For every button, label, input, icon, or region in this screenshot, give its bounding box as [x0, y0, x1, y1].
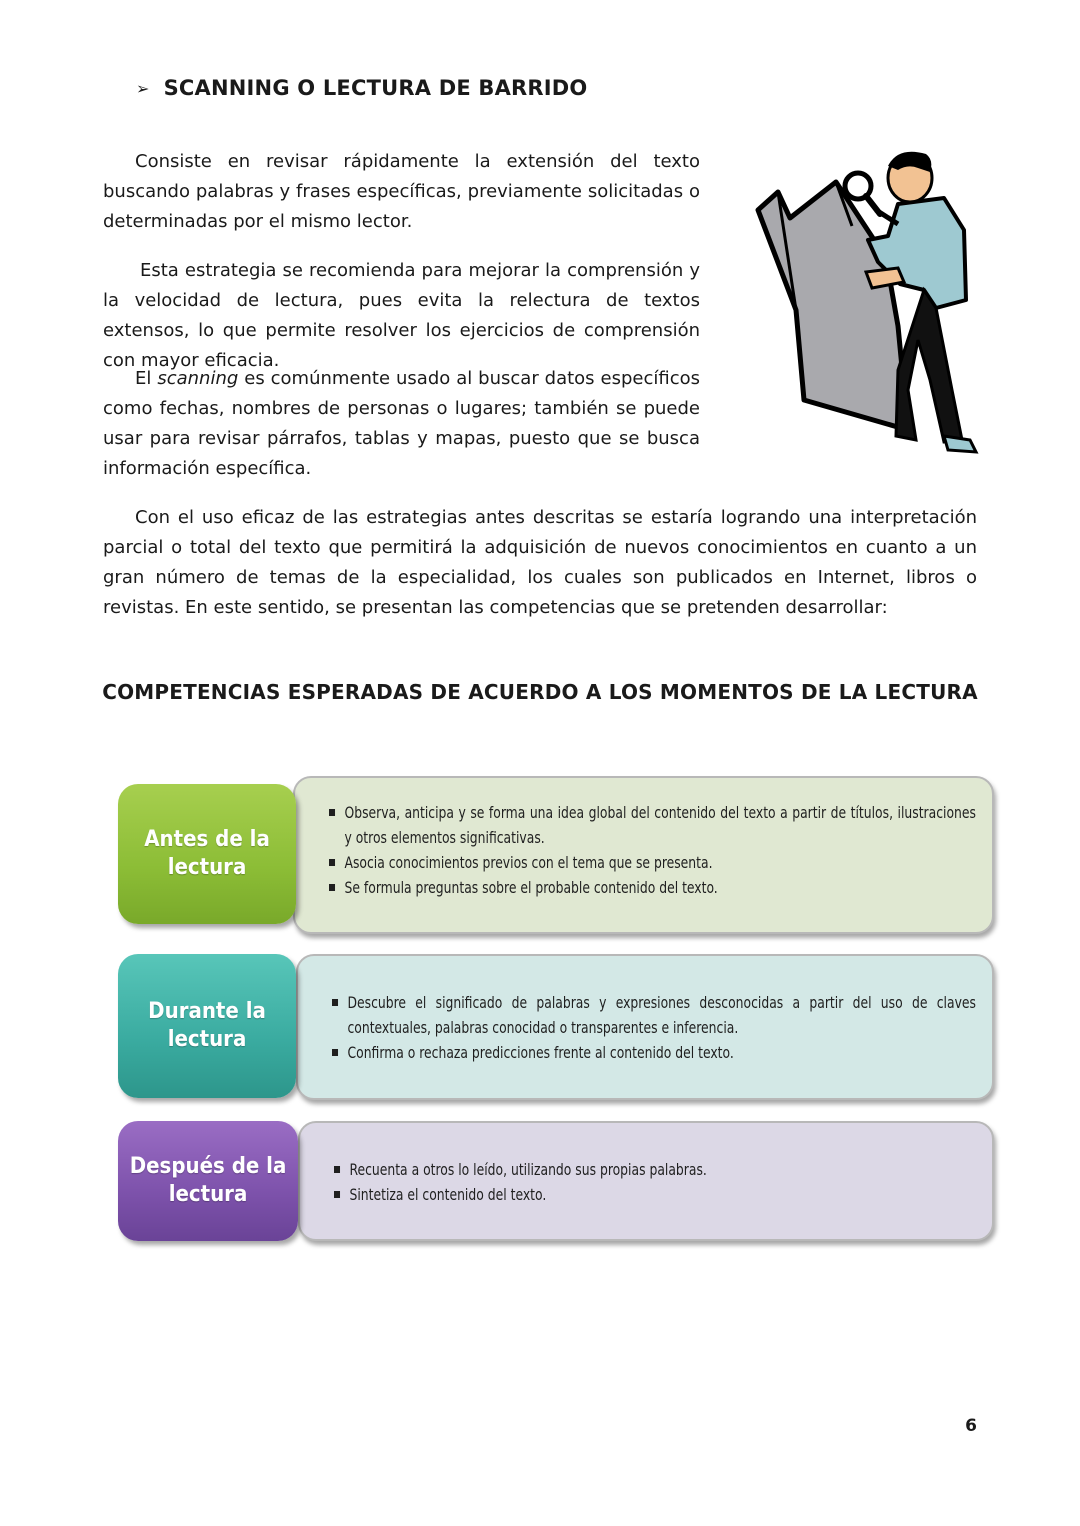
stage-before-reading [118, 776, 994, 934]
stage-after-reading [118, 1121, 994, 1243]
stage-label: Antes de la lectura [118, 784, 296, 924]
stage-competencies-box [298, 1121, 994, 1241]
competencies-title: COMPETENCIAS ESPERADAS DE ACUERDO A LOS MOMENTOS DE LA LECTURA [102, 680, 978, 704]
stage-during-reading [118, 954, 994, 1100]
emphasized-term: scanning [157, 368, 239, 389]
paragraph-scanning-usage [103, 364, 700, 484]
man-reading-newspaper-illustration [748, 140, 988, 458]
competency-item: Confirma o rechaza predicciones frente al contenido del texto. [332, 1040, 976, 1065]
competency-item: Observa, anticipa y se forma una idea global del contenido del texto a partir de títulos, ilustraciones y otros elementos significativas. [329, 800, 976, 850]
competency-item: Se formula preguntas sobre el probable contenido del texto. [329, 875, 976, 900]
section-heading [136, 76, 587, 100]
stage-competencies-box [296, 954, 994, 1100]
paragraph-definition: Consiste en revisar rápidamente la extensión del texto buscando palabras y frases específicas, previamente solicitadas o determinadas por el mismo lector. [103, 151, 700, 232]
paragraph-conclusion: Con el uso eficaz de las estrategias antes descritas se estaría logrando una interpretación parcial o total del texto que permitirá la adquisición de nuevos conocimientos en cuanto a un gran número de temas de la especialidad, los cuales son publicados en Internet, libros o revistas. En este sentido, se presentan las competencias que se pretenden desarrollar: [103, 507, 977, 618]
arrow-bullet-icon: ➢ [136, 78, 150, 98]
paragraph-text: El [135, 368, 158, 389]
stage-competencies-box [293, 776, 994, 934]
paragraph-strategy: Esta estrategia se recomienda para mejorar la comprensión y la velocidad de lectura, pues evita la relectura de textos extensos, lo que permite resolver los ejercicios de comprensión con mayor eficacia. [103, 260, 700, 371]
paragraph-text: es comúnmente usado al buscar datos específicos como fechas, nombres de personas o lugares; también se puede usar para revisar párrafos, tablas y mapas, puesto que se busca información específica. [103, 368, 700, 479]
heading-text: SCANNING O LECTURA DE BARRIDO [163, 76, 588, 100]
competency-item: Descubre el significado de palabras y expresiones desconocidas a partir del uso de claves contextuales, palabras conocidad o transparentes e inferencia. [332, 990, 976, 1040]
page-number: 6 [965, 1416, 977, 1436]
competency-item: Asocia conocimientos previos con el tema que se presenta. [329, 850, 976, 875]
stage-label: Durante la lectura [118, 954, 296, 1098]
stage-label: Después de la lectura [118, 1121, 298, 1241]
competency-item: Sintetiza el contenido del texto. [334, 1182, 976, 1207]
competency-item: Recuenta a otros lo leído, utilizando sus propias palabras. [334, 1157, 976, 1182]
